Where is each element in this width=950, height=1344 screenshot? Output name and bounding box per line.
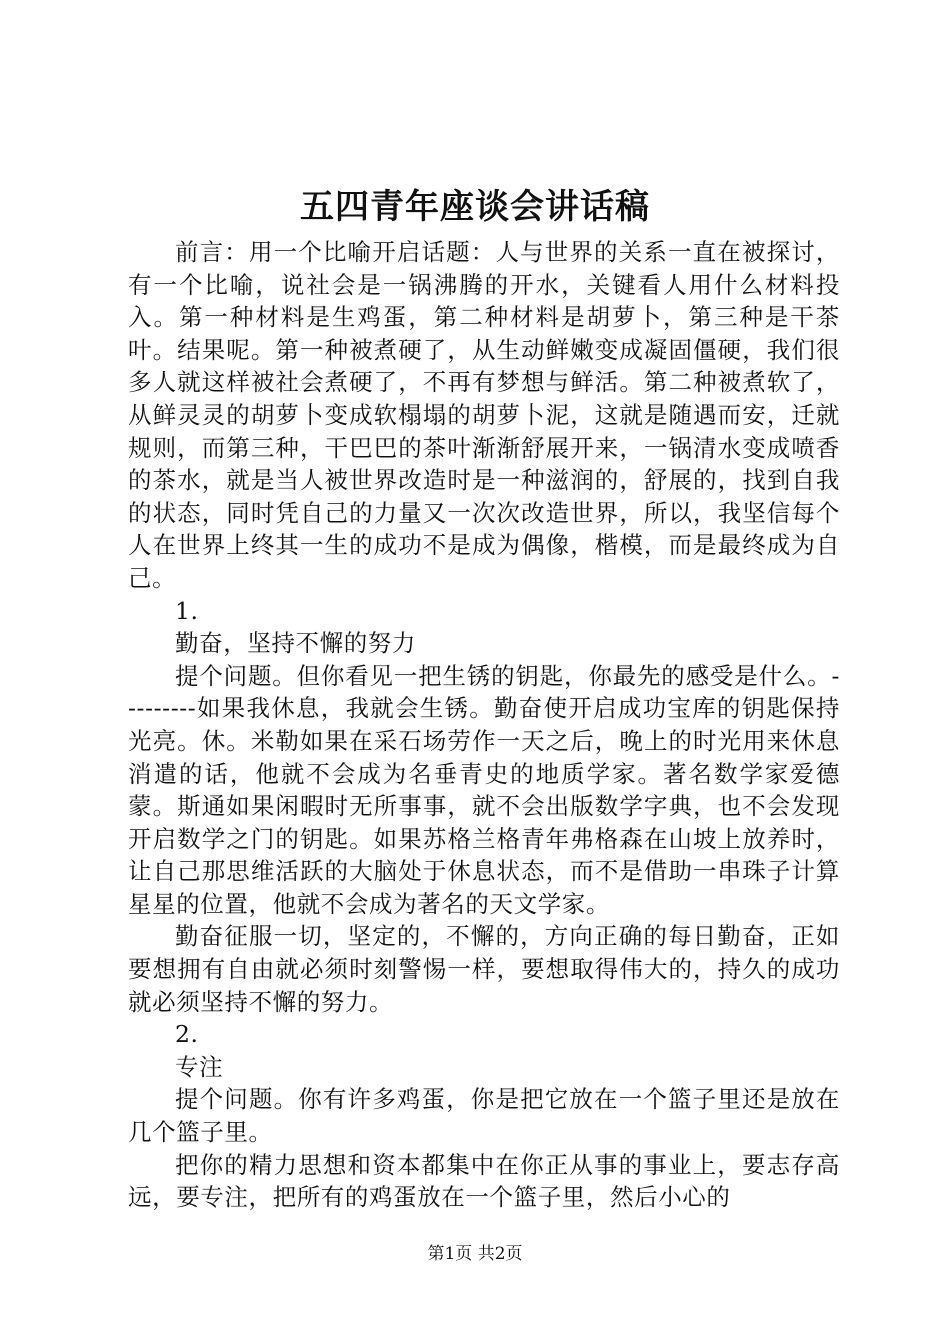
paragraph-diligence-question: 提个问题。但你看见一把生锈的钥匙，你最先的感受是什么。---------如果我休息，我就会生锈。勤奋使开启成功宝库的钥匙保持光亮。休。米勒如果在采石场劳作一天之后，晚上的时光用来休息消遣的话，他就不会成为名垂青史的地质学家。著名数学家爱德蒙。斯通如果闲暇时无所事事，就不会出版数学字典，也不会发现开启数学之门的钥匙。如果苏格兰格青年弗格森在山坡上放养时，让自己那思维活跃的大脑处于休息状态，而不是借助一串珠子计算星星的位置，他就不会成为著名的天文学家。	[128, 661, 840, 918]
page-footer: 第1页 共2页	[427, 1244, 523, 1264]
paragraph-preface: 前言：用一个比喻开启话题：人与世界的关系一直在被探讨，有一个比喻，说社会是一锅沸腾的开水，关键看人用什么材料投入。第一种材料是生鸡蛋，第二种材料是胡萝卜，第三种是干茶叶。结果呢。第一种被煮硬了，从生动鲜嫩变成凝固僵硬，我们很多人就这样被社会煮硬了，不再有梦想与鲜活。第二种被煮软了，从鲜灵灵的胡萝卜变成软榻塌的胡萝卜泥，这就是随遇而安，迁就规则，而第三种，干巴巴的茶叶渐渐舒展开来，一锅清水变成喷香的茶水，就是当人被世界改造时是一种滋润的，舒展的，找到自我的状态，同时凭自己的力量又一次次改造世界，所以，我坚信每个人在世界上终其一生的成功不是成为偶像，楷模，而是最终成为自己。	[128, 238, 840, 592]
section-number-1: 1.	[175, 596, 199, 625]
paragraph-diligence-conclusion: 勤奋征服一切，坚定的，不懈的，方向正确的每日勤奋，正如要想拥有自由就必须时刻警惕一样，要想取得伟大的，持久的成功就必须坚持不懈的努力。	[128, 922, 840, 1016]
document-title: 五四青年座谈会讲话稿	[300, 187, 650, 227]
section-heading-diligence: 勤奋，坚持不懈的努力	[175, 629, 416, 658]
section-heading-focus: 专注	[175, 1052, 224, 1081]
paragraph-focus-body: 把你的精力思想和资本都集中在你正从事的事业上，要志存高远，要专注，把所有的鸡蛋放在一个篮子里，然后小心的	[128, 1150, 840, 1212]
paragraph-focus-question: 提个问题。你有许多鸡蛋，你是把它放在一个篮子里还是放在几个篮子里。	[128, 1085, 840, 1147]
section-number-2: 2.	[175, 1020, 199, 1049]
document-body	[128, 236, 840, 1214]
